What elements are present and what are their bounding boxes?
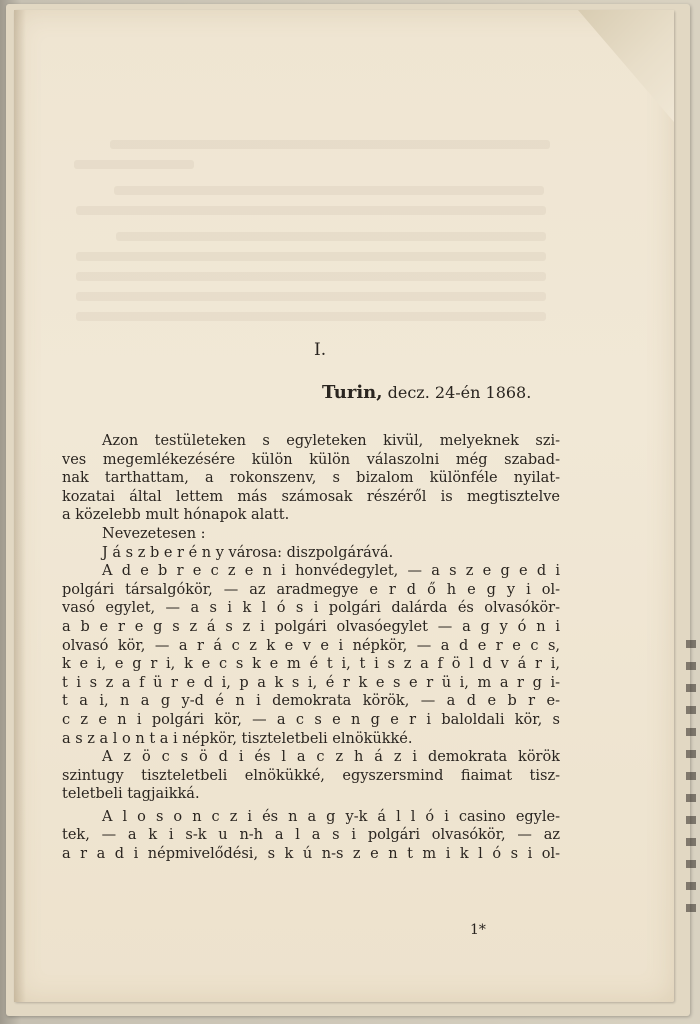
text-line: teletbeli tagjaikká. [62, 786, 200, 803]
dateline-place: Turin, [322, 382, 383, 403]
binding-shadow [14, 10, 26, 1002]
text-line: a r a d i népmivelődési, s k ú n-s z e n t m i k l ó s i ol- [62, 846, 560, 863]
chapter-number: I. [314, 340, 327, 360]
text-line: A z ö c s ö d i és l a c z h á z i demokrata körök [102, 749, 560, 766]
text-line: nak tarthattam, a rokonszenv, s bizalom különféle nyilat- [62, 470, 560, 487]
text-line: A d e b r e c z e n i honvédegylet, — a s z e g e d i [102, 563, 560, 580]
text-line: kozatai által lettem más számosak részéről is megtisztelve [62, 488, 560, 505]
book-page [14, 10, 674, 1002]
text-line: J á s z b e r é n y városa: diszpolgárává. [102, 544, 394, 561]
body-text [62, 432, 560, 864]
text-line: polgári társalgókör, — az aradmegye e r d ő h e g y i ol- [62, 581, 560, 598]
text-line: ves megemlékezésére külön külön válaszolni még szabad- [62, 451, 560, 468]
text-line: c z e n i polgári kör, — a c s e n g e r i baloldali kör, s [62, 711, 560, 728]
text-line: a b e r e g s z á s z i polgári olvasóegylet — a g y ó n i [62, 618, 560, 635]
text-line: A l o s o n c z i és n a g y-k á l l ó i casino egyle- [102, 808, 560, 825]
text-line: tek, — a k i s-k u n-h a l a s i polgári olvasókör, — az [62, 827, 560, 844]
text-line: t a i, n a g y-d é n i demokrata körök, — a d e b r e- [62, 693, 560, 710]
text-line: t i s z a f ü r e d i, p a k s i, é r k e s e r ü i, m a r g i- [62, 674, 560, 691]
text-line: Nevezetesen : [102, 525, 206, 542]
dateline-date: decz. 24-én 1868. [387, 383, 532, 402]
page-edge-marks [686, 640, 696, 920]
text-line: a közelebb mult hónapok alatt. [62, 507, 290, 524]
text-line: szintugy tiszteletbeli elnökükké, egyszersmind fiaimat tisz- [62, 767, 560, 784]
text-line: vasó egylet, — a s i k l ó s i polgári dalárda és olvasókör- [62, 600, 560, 617]
text-line: Azon testületeken s egyleteken kivül, melyeknek szi- [102, 433, 560, 449]
text-line: olvasó kör, — a r á c z k e v e i népkör, — a d e r e c s, [62, 637, 560, 654]
dateline [322, 382, 531, 403]
folded-corner [578, 10, 674, 122]
signature-mark: 1* [470, 922, 486, 938]
text-line: k e i, e g r i, k e c s k e m é t i, t i s z a f ö l d v á r i, [62, 656, 560, 673]
text-line: a s z a l o n t a i népkör, tiszteletbeli elnökükké. [62, 730, 413, 747]
